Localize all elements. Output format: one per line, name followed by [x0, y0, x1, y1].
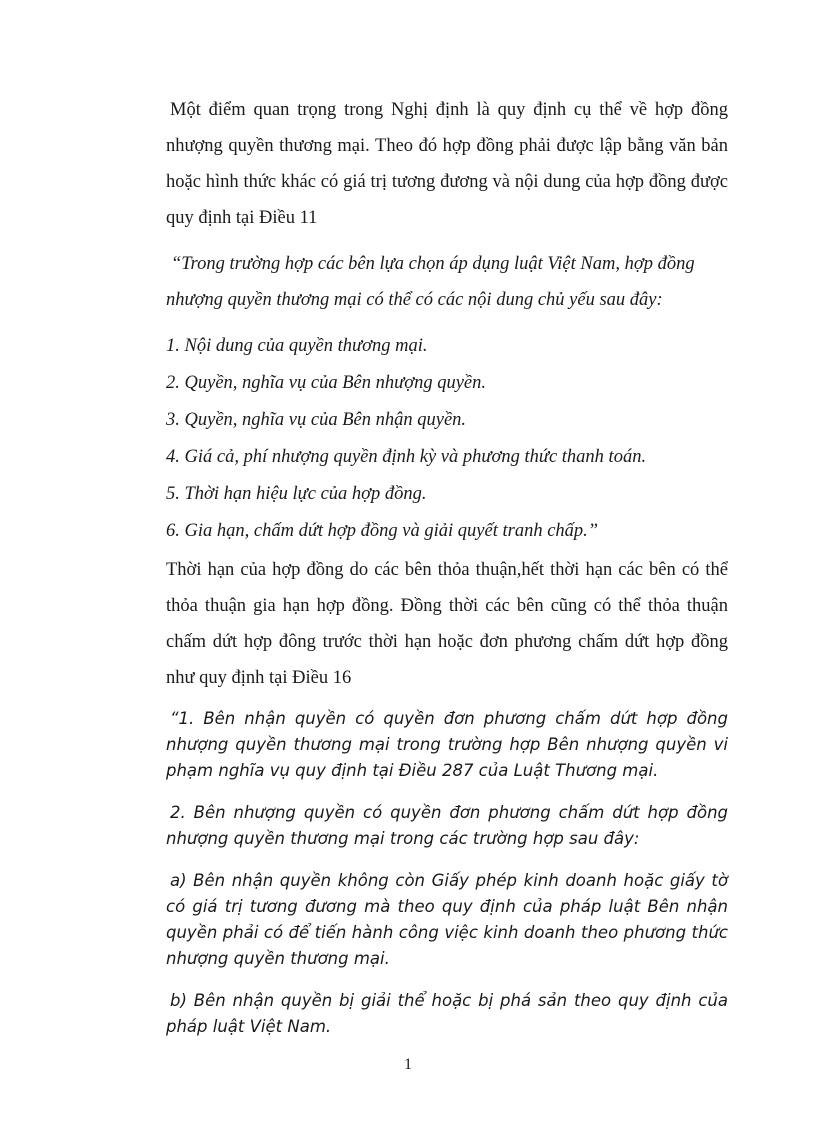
paragraph-duration: Thời hạn của hợp đồng do các bên thỏa thuận,hết thời hạn các bên có thể thỏa thuận gia hạn hợp đồng. Đồng thời các bên cũng có thể thỏa thuận chấm dứt hợp đông trước thời hạn hoặc đơn phương chấm dứt hợp đồng như quy định tại Điều 16: [166, 560, 728, 688]
list-item: 2. Quyền, nghĩa vụ của Bên nhượng quyền.: [166, 373, 486, 393]
list-item: 4. Giá cả, phí nhượng quyền định kỳ và phương thức thanh toán.: [166, 447, 647, 467]
quote-article-16-item-2a: a) Bên nhận quyền không còn Giấy phép kinh doanh hoặc giấy tờ có giá trị tương đương mà theo quy định của pháp luật Bên nhận quyền phải có để tiến hành công việc kinh doanh theo phương thức nhượng quyền thương mại.: [166, 871, 728, 968]
quote-article-16-item-1: “1. Bên nhận quyền có quyền đơn phương chấm dứt hợp đồng nhượng quyền thương mại trong trường hợp Bên nhượng quyền vi phạm nghĩa vụ quy định tại Điều 287 của Luật Thương mại.: [166, 709, 728, 780]
list-item: 1. Nội dung của quyền thương mại.: [166, 336, 428, 356]
list-item: 5. Thời hạn hiệu lực của hợp đồng.: [166, 484, 427, 504]
document-page: [166, 92, 728, 1040]
list-item: 3. Quyền, nghĩa vụ của Bên nhận quyền.: [166, 410, 467, 430]
paragraph-intro: Một điểm quan trọng trong Nghị định là quy định cụ thể về hợp đồng nhượng quyền thương mại. Theo đó hợp đồng phải được lập bằng văn bản hoặc hình thức khác có giá trị tương đương và nội dung của hợp đồng được quy định tại Điều 11: [166, 100, 728, 228]
quote-intro: “Trong trường hợp các bên lựa chọn áp dụng luật Việt Nam, hợp đồng nhượng quyền thương mại có thể có các nội dung chủ yếu sau đây:: [166, 254, 695, 310]
page-number: 1: [404, 1056, 412, 1073]
quote-article-16-item-2: 2. Bên nhượng quyền có quyền đơn phương chấm dứt hợp đồng nhượng quyền thương mại trong các trường hợp sau đây:: [166, 803, 728, 848]
quote-article-16-item-2b: b) Bên nhận quyền bị giải thể hoặc bị phá sản theo quy định của pháp luật Việt Nam.: [166, 991, 728, 1036]
quote-article-11: [166, 246, 728, 550]
list-item: 6. Gia hạn, chấm dứt hợp đồng và giải quyết tranh chấp.”: [166, 521, 599, 541]
